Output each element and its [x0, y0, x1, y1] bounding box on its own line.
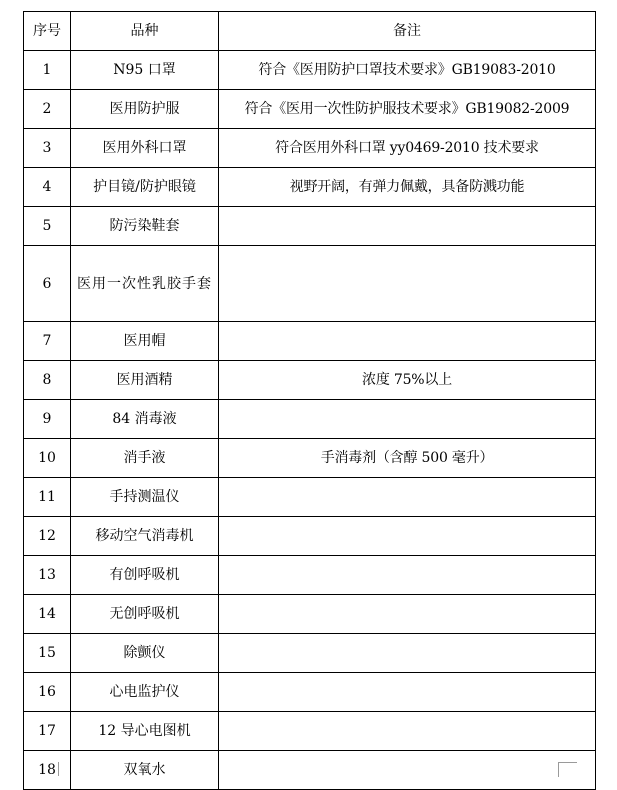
row-num: 14: [24, 595, 71, 634]
row-note: 视野开阔，有弹力佩戴，具备防溅功能: [219, 168, 596, 207]
row-name: 除颤仪: [71, 634, 219, 673]
table-row: [24, 517, 596, 556]
row-note: [219, 246, 596, 322]
row-note: [219, 400, 596, 439]
row-name: 心电监护仪: [71, 673, 219, 712]
row-note: [219, 712, 596, 751]
row-name: 12 导心电图机: [71, 712, 219, 751]
row-name: 手持测温仪: [71, 478, 219, 517]
row-num: 5: [24, 207, 71, 246]
row-num: 10: [24, 439, 71, 478]
table-row: [24, 51, 596, 90]
table-row: [24, 439, 596, 478]
row-num: 8: [24, 361, 71, 400]
row-num: 18: [24, 751, 71, 790]
row-note: [219, 556, 596, 595]
row-name: 医用防护服: [71, 90, 219, 129]
row-num: 16: [24, 673, 71, 712]
supplies-table: [23, 11, 596, 790]
row-name: 有创呼吸机: [71, 556, 219, 595]
row-name: 移动空气消毒机: [71, 517, 219, 556]
row-note: [219, 673, 596, 712]
row-num: 1: [24, 51, 71, 90]
row-num: 12: [24, 517, 71, 556]
row-num: 17: [24, 712, 71, 751]
row-num: 4: [24, 168, 71, 207]
row-note: 浓度 75%以上: [219, 361, 596, 400]
table-row: [24, 634, 596, 673]
table-row: [24, 361, 596, 400]
row-note: [219, 322, 596, 361]
table-row: [24, 207, 596, 246]
page-corner-mark-left: [44, 762, 59, 776]
table-row: [24, 90, 596, 129]
header-name: 品种: [71, 12, 219, 51]
row-name: 双氧水: [71, 751, 219, 790]
row-name: N95 口罩: [71, 51, 219, 90]
row-num: 15: [24, 634, 71, 673]
table-row: [24, 673, 596, 712]
row-num: 2: [24, 90, 71, 129]
row-name: 消手液: [71, 439, 219, 478]
table-row: [24, 751, 596, 790]
row-name: 医用酒精: [71, 361, 219, 400]
table-header-row: [24, 12, 596, 51]
row-name: 医用帽: [71, 322, 219, 361]
row-name: 护目镜/防护眼镜: [71, 168, 219, 207]
table-row: [24, 478, 596, 517]
row-name: 无创呼吸机: [71, 595, 219, 634]
row-note: 符合《医用一次性防护服技术要求》GB19082-2009: [219, 90, 596, 129]
table-row: [24, 246, 596, 322]
header-note: 备注: [219, 12, 596, 51]
row-note: [219, 517, 596, 556]
row-num: 3: [24, 129, 71, 168]
table-row: [24, 556, 596, 595]
row-note: [219, 634, 596, 673]
row-note: [219, 207, 596, 246]
row-note: 符合《医用防护口罩技术要求》GB19083-2010: [219, 51, 596, 90]
row-num: 13: [24, 556, 71, 595]
table-row: [24, 168, 596, 207]
row-name: 医用一次性乳胶手套: [71, 246, 219, 322]
row-note: [219, 595, 596, 634]
table-row: [24, 322, 596, 361]
table-row: [24, 400, 596, 439]
row-num: 7: [24, 322, 71, 361]
table-row: [24, 129, 596, 168]
page-corner-mark-right: [558, 762, 577, 777]
header-num: 序号: [24, 12, 71, 51]
table-row: [24, 595, 596, 634]
row-note: [219, 751, 596, 790]
table-row: [24, 712, 596, 751]
row-note: [219, 478, 596, 517]
row-num: 9: [24, 400, 71, 439]
row-name: 防污染鞋套: [71, 207, 219, 246]
row-name: 医用外科口罩: [71, 129, 219, 168]
row-note: 符合医用外科口罩 yy0469-2010 技术要求: [219, 129, 596, 168]
row-num: 11: [24, 478, 71, 517]
row-num: 6: [24, 246, 71, 322]
row-note: 手消毒剂（含醇 500 毫升）: [219, 439, 596, 478]
row-name: 84 消毒液: [71, 400, 219, 439]
